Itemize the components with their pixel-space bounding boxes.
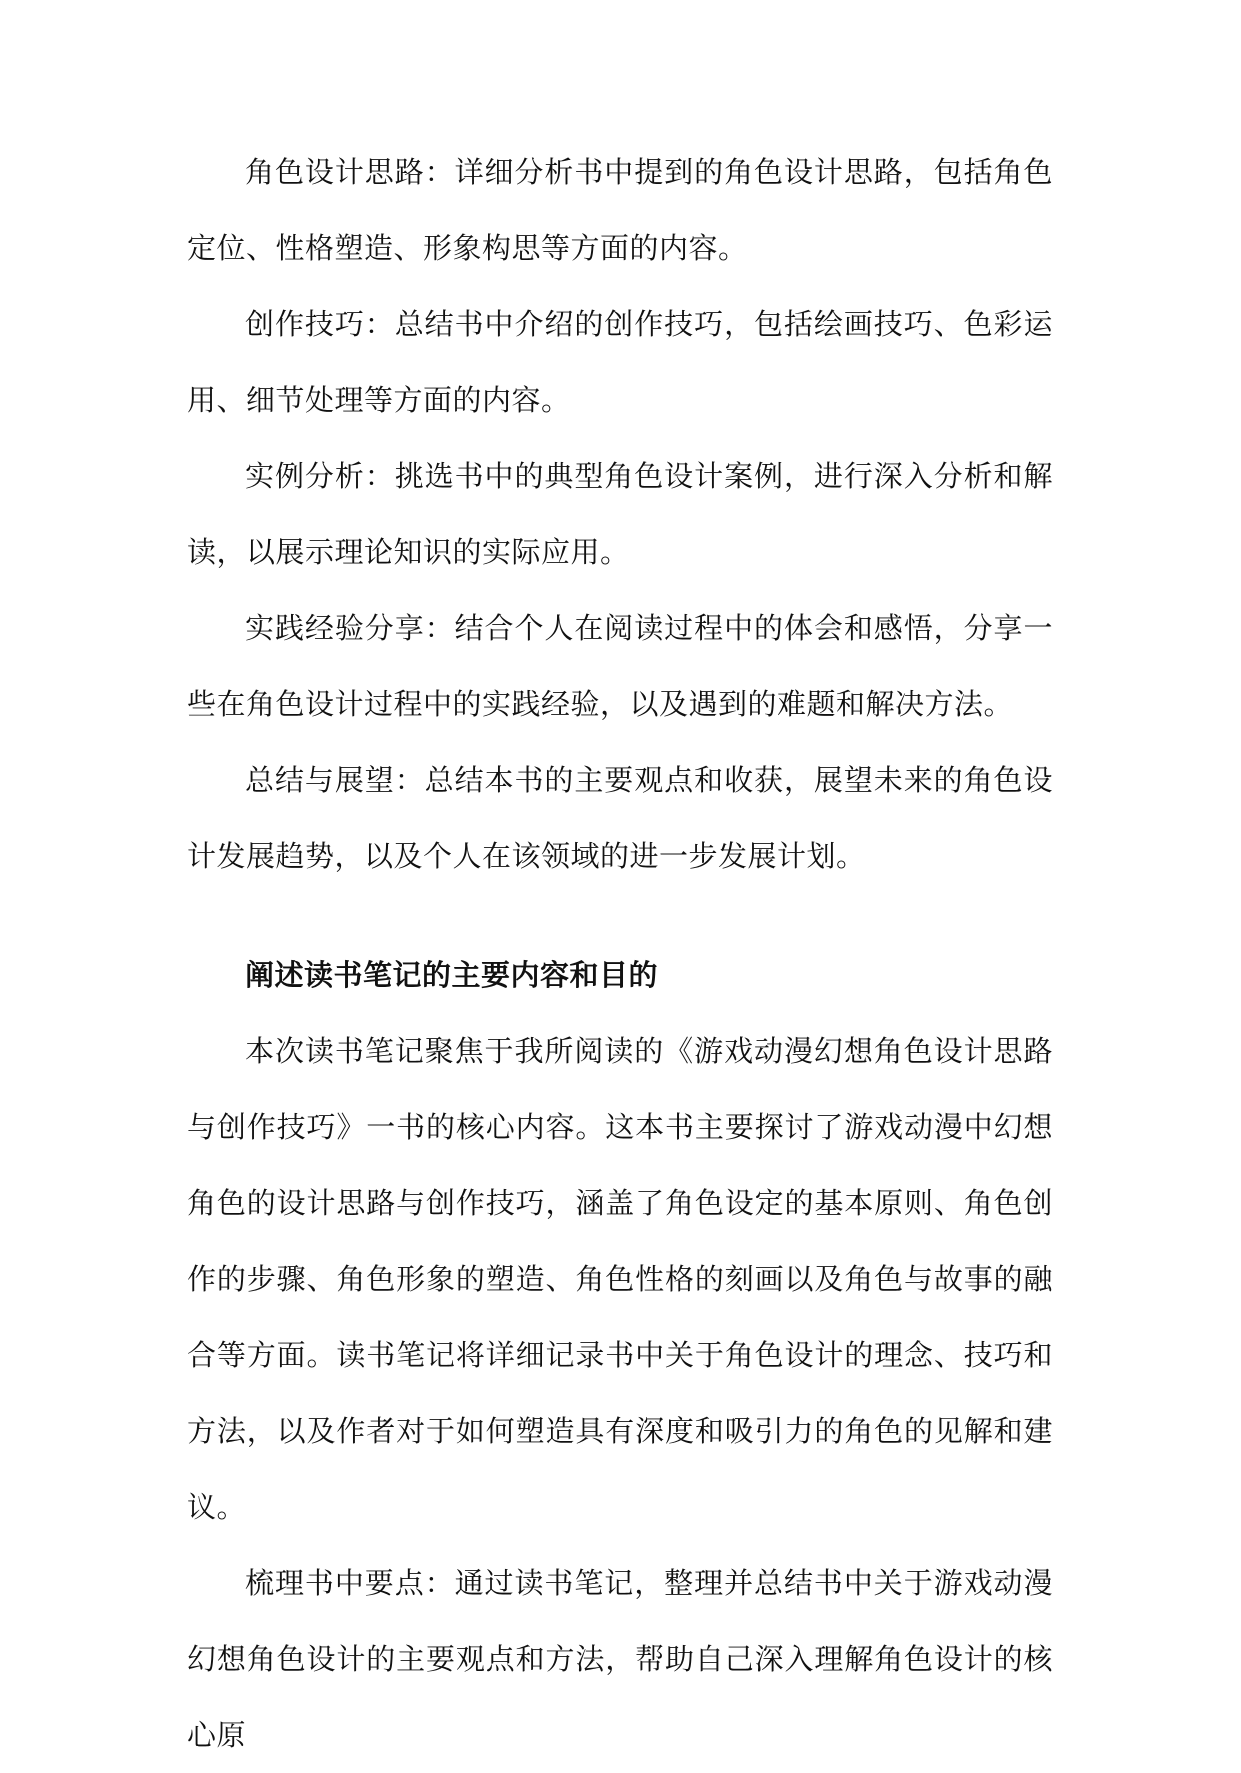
paragraph-summary-outlook: 总结与展望：总结本书的主要观点和收获，展望未来的角色设计发展趋势，以及个人在该领域的进一步发展计划。 (187, 763, 1053, 873)
paragraph-character-design-approach: 角色设计思路：详细分析书中提到的角色设计思路，包括角色定位、性格塑造、形象构思等方面的内容。 (187, 155, 1053, 265)
paragraph-case-analysis: 实例分析：挑选书中的典型角色设计案例，进行深入分析和解读，以展示理论知识的实际应用。 (187, 459, 1053, 569)
paragraph-practice-sharing: 实践经验分享：结合个人在阅读过程中的体会和感悟，分享一些在角色设计过程中的实践经验，以及遇到的难题和解决方法。 (187, 611, 1053, 721)
paragraph-key-points: 梳理书中要点：通过读书笔记，整理并总结书中关于游戏动漫幻想角色设计的主要观点和方法，帮助自己深入理解角色设计的核心原 (187, 1566, 1053, 1752)
section-heading: 阐述读书笔记的主要内容和目的 (245, 958, 659, 992)
paragraph-notes-focus: 本次读书笔记聚焦于我所阅读的《游戏动漫幻想角色设计思路与创作技巧》一书的核心内容。这本书主要探讨了游戏动漫中幻想角色的设计思路与创作技巧，涵盖了角色设定的基本原则、角色创作的步骤、角色形象的塑造、角色性格的刻画以及角色与故事的融合等方面。读书笔记将详细记录书中关于角色设计的理念、技巧和方法，以及作者对于如何塑造具有深度和吸引力的角色的见解和建议。 (187, 1034, 1053, 1524)
paragraph-creative-techniques: 创作技巧：总结书中介绍的创作技巧，包括绘画技巧、色彩运用、细节处理等方面的内容。 (187, 307, 1053, 417)
document-page (187, 134, 1053, 1773)
